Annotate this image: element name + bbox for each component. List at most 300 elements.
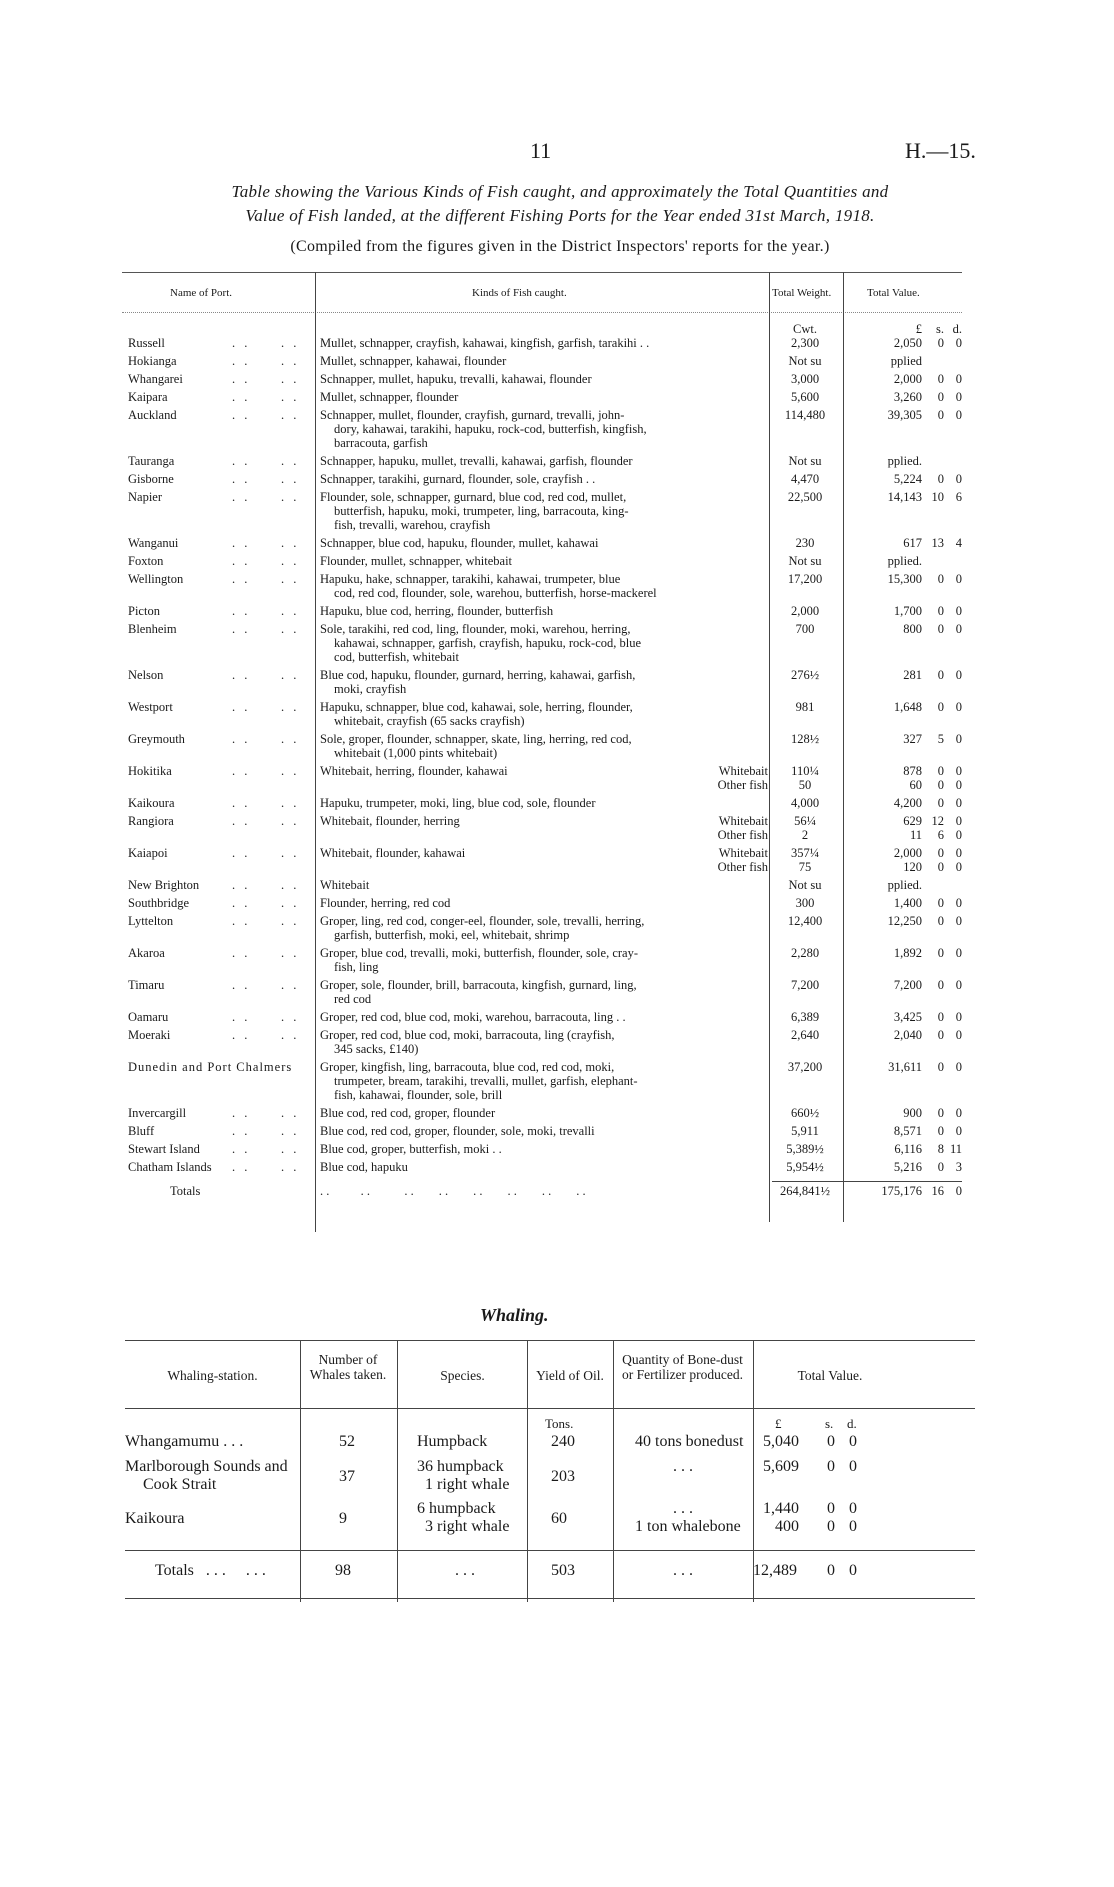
total-value-pence: 0 — [955, 700, 962, 714]
leader-dots: . . . . — [232, 390, 300, 404]
value-pounds: 5,040 — [763, 1433, 799, 1450]
leader-dots: . . . . — [232, 1124, 300, 1138]
total-value-shillings: 0 — [937, 668, 944, 682]
leader-dots: . . . . — [232, 1142, 300, 1156]
fish-line: Schnapper, hapuku, mullet, trevalli, kahawai, garfish, flounder — [320, 454, 633, 468]
fish-line: Blue cod, hapuku, flounder, gurnard, herring, kahawai, garfish, — [320, 668, 636, 682]
whaling-header-rule — [125, 1408, 975, 1409]
leader-dots: . . . . — [232, 336, 300, 350]
totals-value-pence: 0 — [955, 1184, 962, 1198]
total-value-pounds: 1,648 — [893, 700, 922, 714]
total-weight: 357¼ — [790, 846, 820, 860]
whales-number: 52 — [339, 1433, 355, 1450]
total-value-shillings: 0 — [937, 1160, 944, 1174]
total-value-shillings: 12 — [931, 814, 944, 828]
sub-label: Other fish — [717, 860, 768, 874]
whales-number: 37 — [339, 1468, 355, 1485]
fish-kinds — [320, 914, 768, 942]
fish-line: Mullet, schnapper, crayfish, kahawai, kingfish, garfish, tarakihi . . — [320, 336, 650, 350]
leader-dots: . . . . — [232, 978, 300, 992]
fish-kinds — [320, 622, 768, 664]
port-name: Gisborne — [128, 472, 174, 486]
total-weight: 5,600 — [790, 390, 820, 404]
header-value: Total Value. — [867, 287, 920, 299]
total-weight: 4,470 — [790, 472, 820, 486]
leader-dots: . . . . — [232, 796, 300, 810]
sub-label: Other fish — [717, 828, 768, 842]
total-weight: 128½ — [790, 732, 820, 746]
fish-line: Sole, groper, flounder, schnapper, skate, ling, herring, red cod, — [320, 732, 632, 746]
port-name: Chatham Islands — [128, 1160, 212, 1174]
fish-line: cod, red cod, flounder, sole, warehou, butterfish, horse-mackerel — [334, 586, 657, 600]
fish-kinds — [320, 572, 768, 600]
totals-bone: . . . — [673, 1562, 693, 1579]
table-subtitle: (Compiled from the figures given in the District Inspectors' reports for the year.) — [290, 238, 830, 255]
total-value-pence: 0 — [955, 408, 962, 422]
fish-kinds — [320, 536, 768, 550]
total-value-pence: 0 — [955, 336, 962, 350]
fish-line: Flounder, herring, red cod — [320, 896, 451, 910]
total-value-pounds: 2,000 — [893, 372, 922, 386]
total-value-pounds: 3,425 — [893, 1010, 922, 1024]
title-line-2: Value of Fish landed, at the different Fishing Ports for the Year ended 31st March, 1918. — [245, 206, 875, 225]
fish-line: butterfish, hapuku, moki, trumpeter, ling, barracouta, king- — [334, 504, 629, 518]
fish-kinds — [320, 1124, 768, 1138]
oil-yield: 240 — [551, 1433, 575, 1450]
total-value-pence: 0 — [955, 1124, 962, 1138]
fish-line: Blue cod, red cod, groper, flounder, sole, moki, trevalli — [320, 1124, 595, 1138]
port-name: Westport — [128, 700, 173, 714]
leader-dots: . . . . — [232, 604, 300, 618]
total-value-pounds: 1,700 — [893, 604, 922, 618]
station-name: Cook Strait — [143, 1476, 217, 1493]
total-value-shillings: 0 — [937, 846, 944, 860]
fish-kinds — [320, 372, 768, 386]
header-port: Name of Port. — [170, 287, 233, 299]
total-value-pence: 0 — [955, 390, 962, 404]
total-weight: 12,400 — [787, 914, 823, 928]
port-name: Rangiora — [128, 814, 174, 828]
unit-s: s. — [936, 322, 944, 336]
fish-line: kahawai, schnapper, garfish, crayfish, hapuku, rock-cod, blue — [334, 636, 642, 650]
totals-value-pounds: 12,489 — [753, 1562, 797, 1579]
total-value-shillings: 0 — [937, 764, 944, 778]
fish-line: Blue cod, hapuku — [320, 1160, 408, 1174]
total-weight: 2,280 — [790, 946, 820, 960]
leader-dots: . . . . — [232, 946, 300, 960]
total-weight: 56¼ — [794, 814, 816, 828]
total-weight: Not su — [788, 554, 822, 568]
port-name: Greymouth — [128, 732, 185, 746]
unit-d: d. — [847, 1416, 857, 1431]
port-name: Whangarei — [128, 372, 183, 386]
fish-kinds — [320, 732, 768, 760]
port-name: Napier — [128, 490, 163, 504]
total-weight: 114,480 — [784, 408, 826, 422]
total-value-shillings: 0 — [937, 896, 944, 910]
fish-line: Schnapper, blue cod, hapuku, flounder, mullet, kahawai — [320, 536, 599, 550]
fish-kinds — [320, 390, 768, 404]
fish-line: Hapuku, blue cod, herring, flounder, butterfish — [320, 604, 554, 618]
fish-kinds — [320, 354, 768, 368]
fish-line: moki, crayfish — [334, 682, 407, 696]
whaling-totals-row — [125, 1562, 975, 1586]
port-name: Invercargill — [128, 1106, 187, 1120]
totals-value-pounds: 175,176 — [881, 1184, 922, 1198]
unit-pound: £ — [915, 322, 922, 336]
fish-line: Whitebait, flounder, herring — [320, 814, 460, 828]
species: Humpback — [417, 1433, 488, 1450]
total-value-pounds: 31,611 — [888, 1060, 922, 1074]
leader-dots: . . . . — [232, 700, 300, 714]
fish-kinds — [320, 1106, 768, 1120]
leader-dots: . . . . — [232, 846, 300, 860]
page-number: 11 — [530, 138, 552, 163]
whales-number: 9 — [339, 1510, 347, 1527]
total-value-pence: 0 — [955, 572, 962, 586]
leader-dots: . . . . — [232, 814, 300, 828]
value-pence: 0 — [849, 1433, 857, 1450]
total-value-pence: 0 — [955, 1106, 962, 1120]
fish-kinds — [320, 1142, 768, 1156]
total-value-pounds: 617 — [903, 536, 922, 550]
fish-kinds — [320, 668, 768, 696]
total-value-pounds: pplied. — [887, 878, 922, 892]
fish-line: cod, butterfish, whitebait — [334, 650, 459, 664]
value-shillings: 0 — [827, 1518, 835, 1535]
port-name: Oamaru — [128, 1010, 169, 1024]
oil-yield: 203 — [551, 1468, 575, 1485]
column-rule — [843, 272, 844, 1222]
total-value-pounds: 281 — [903, 668, 922, 682]
total-value-pence: 11 — [949, 1142, 962, 1156]
total-value-shillings: 10 — [931, 490, 944, 504]
leader-dots: . . . . — [232, 914, 300, 928]
value-pounds: 400 — [775, 1518, 799, 1535]
leader-dots: . . . . — [232, 764, 300, 778]
sub-label: Other fish — [717, 778, 768, 792]
totals-label: Totals — [170, 1184, 201, 1198]
leader-dots: . . . . — [232, 536, 300, 550]
whaling-totals-rule — [125, 1550, 975, 1551]
total-value-shillings: 0 — [937, 1010, 944, 1024]
whaling-header: Quantity of Bone-dust or Fertilizer produced. — [621, 1352, 744, 1382]
total-value-pence: 0 — [955, 846, 962, 860]
total-value-pence: 0 — [955, 732, 962, 746]
fish-line: Groper, red cod, blue cod, moki, barracouta, ling (crayfish, — [320, 1028, 615, 1042]
port-name: Picton — [128, 604, 160, 618]
port-name: Nelson — [128, 668, 164, 682]
fish-line: Schnapper, mullet, hapuku, trevalli, kahawai, flounder — [320, 372, 592, 386]
column-rule — [315, 272, 316, 1232]
leader-dots: . . . . — [232, 490, 300, 504]
whaling-row — [125, 1500, 975, 1540]
total-value-shillings: 0 — [937, 914, 944, 928]
whaling-top-rule — [125, 1340, 975, 1341]
total-value-pounds: 3,260 — [893, 390, 922, 404]
total-value-shillings: 0 — [937, 408, 944, 422]
total-weight: 700 — [795, 622, 815, 636]
fish-line: fish, trevalli, warehou, crayfish — [334, 518, 491, 532]
value-pence: 0 — [849, 1458, 857, 1475]
total-weight: 5,911 — [791, 1124, 819, 1138]
total-value-pounds: pplied. — [887, 454, 922, 468]
total-value-pounds: 878 — [903, 764, 922, 778]
total-value-pounds: 5,224 — [893, 472, 922, 486]
table-title — [120, 180, 1000, 228]
total-weight: 7,200 — [790, 978, 820, 992]
total-value-pounds: 39,305 — [887, 408, 922, 422]
fish-kinds — [320, 554, 768, 568]
port-name: Kaikoura — [128, 796, 175, 810]
total-value-pounds: 2,000 — [893, 846, 922, 860]
port-name: Moeraki — [128, 1028, 171, 1042]
total-value-shillings: 0 — [937, 860, 944, 874]
totals-label: Totals . . . . . . — [155, 1562, 266, 1579]
fish-kinds — [320, 946, 768, 974]
fish-kinds — [320, 896, 768, 910]
whaling-header: Whaling-station. — [167, 1368, 258, 1383]
total-value-pence: 0 — [955, 814, 962, 828]
fish-kinds — [320, 604, 768, 618]
leader-dots: . . . . — [232, 1028, 300, 1042]
fish-line: fish, ling — [334, 960, 379, 974]
total-value-shillings: 0 — [937, 778, 944, 792]
port-name: Akaroa — [128, 946, 165, 960]
total-weight: 3,000 — [790, 372, 820, 386]
total-value-shillings: 0 — [937, 390, 944, 404]
unit-cwt: Cwt. — [793, 322, 817, 336]
leader-dots: . . . . — [232, 354, 300, 368]
fish-kinds — [320, 1060, 768, 1102]
total-value-shillings: 5 — [937, 732, 944, 746]
total-value-pounds: 6,116 — [894, 1142, 922, 1156]
total-value-pence: 0 — [955, 668, 962, 682]
leader-dots: . . . . — [232, 896, 300, 910]
fish-line: Mullet, schnapper, kahawai, flounder — [320, 354, 507, 368]
leader-dots: . . . . — [232, 878, 300, 892]
bone-quantity: 1 ton whalebone — [635, 1518, 741, 1535]
fish-kinds — [320, 336, 768, 350]
total-weight: 2,000 — [790, 604, 820, 618]
total-value-pounds: 14,143 — [887, 490, 922, 504]
total-value-pence: 4 — [955, 536, 962, 550]
whaling-title: Whaling. — [480, 1305, 549, 1325]
leader-dots: . . . . — [232, 472, 300, 486]
fish-line: red cod — [334, 992, 372, 1006]
fish-kinds — [320, 1028, 768, 1056]
fish-line: Whitebait, herring, flounder, kahawai — [320, 764, 508, 778]
total-value-pence: 3 — [955, 1160, 962, 1174]
fish-line: 345 sacks, £140) — [334, 1042, 419, 1056]
title-line-1: Table showing the Various Kinds of Fish caught, and approximately the Total Quantities and — [231, 182, 889, 201]
total-value-pence: 0 — [955, 372, 962, 386]
port-name: Lyttelton — [128, 914, 174, 928]
fish-line: dory, kahawai, tarakihi, hapuku, rock-cod, butterfish, kingfish, — [334, 422, 647, 436]
port-name: Stewart Island — [128, 1142, 200, 1156]
total-weight: 37,200 — [787, 1060, 823, 1074]
port-name: Timaru — [128, 978, 165, 992]
fish-kinds — [320, 1160, 768, 1174]
fish-kinds — [320, 978, 768, 1006]
fish-line: Groper, blue cod, trevalli, moki, butterfish, flounder, sole, cray- — [320, 946, 638, 960]
total-weight: 981 — [795, 700, 815, 714]
total-value-pence: 0 — [955, 622, 962, 636]
unit-s: s. — [825, 1416, 834, 1431]
fish-line: Blue cod, groper, butterfish, moki . . — [320, 1142, 502, 1156]
total-value-pounds: 800 — [903, 622, 922, 636]
fish-line: whitebait, crayfish (65 sacks crayfish) — [334, 714, 525, 728]
whaling-header: Total Value. — [797, 1368, 863, 1383]
total-value-pounds: pplied. — [887, 554, 922, 568]
header-weight: Total Weight. — [772, 287, 832, 299]
total-value-pounds: 60 — [909, 778, 922, 792]
totals-species: . . . — [455, 1562, 475, 1579]
fish-line: garfish, butterfish, moki, eel, whitebait, shrimp — [334, 928, 570, 942]
total-weight: 17,200 — [787, 572, 823, 586]
total-value-shillings: 0 — [937, 472, 944, 486]
port-name: Foxton — [128, 554, 164, 568]
total-value-pence: 0 — [955, 604, 962, 618]
species: 36 humpback — [417, 1458, 504, 1475]
total-value-shillings: 0 — [937, 700, 944, 714]
total-value-pounds: 629 — [903, 814, 922, 828]
station-name: Whangamumu . . . — [125, 1433, 244, 1450]
fish-line: Whitebait, flounder, kahawai — [320, 846, 466, 860]
port-name: Wanganui — [128, 536, 179, 550]
value-pence: 0 — [849, 1518, 857, 1535]
header-top-rule — [122, 272, 962, 273]
total-value-pence: 0 — [955, 896, 962, 910]
total-value-shillings: 0 — [937, 1106, 944, 1120]
fish-kinds — [320, 700, 768, 728]
fish-line: Whitebait — [320, 878, 370, 892]
unit-tons: Tons. — [545, 1416, 574, 1431]
whaling-header: Species. — [440, 1368, 485, 1383]
leader-dots: . . . . — [232, 408, 300, 422]
leader-dots: . . . . — [232, 668, 300, 682]
port-name: Blenheim — [128, 622, 177, 636]
sub-label: Whitebait — [718, 814, 768, 828]
totals-value-shillings: 0 — [827, 1562, 835, 1579]
leader-dots: . . . . — [232, 554, 300, 568]
total-value-pounds: 8,571 — [893, 1124, 922, 1138]
port-name: New Brighton — [128, 878, 200, 892]
fish-line: Blue cod, red cod, groper, flounder — [320, 1106, 496, 1120]
total-weight: 5,954½ — [786, 1160, 824, 1174]
port-name: Russell — [128, 336, 165, 350]
total-weight: 2 — [801, 828, 809, 842]
total-value-pounds: 120 — [903, 860, 922, 874]
total-weight: 276½ — [790, 668, 820, 682]
fish-line: Flounder, mullet, schnapper, whitebait — [320, 554, 513, 568]
total-weight: 2,300 — [790, 336, 820, 350]
fish-line: Schnapper, mullet, flounder, crayfish, gurnard, trevalli, john- — [320, 408, 625, 422]
sub-label: Whitebait — [718, 846, 768, 860]
port-name: Kaiapoi — [128, 846, 168, 860]
port-name: Southbridge — [128, 896, 190, 910]
total-value-pounds: 5,216 — [893, 1160, 922, 1174]
whaling-bottom-rule — [125, 1598, 975, 1599]
total-weight: 110¼ — [791, 764, 819, 778]
fish-line: Mullet, schnapper, flounder — [320, 390, 459, 404]
fish-kinds — [320, 796, 768, 810]
value-shillings: 0 — [827, 1458, 835, 1475]
total-value-shillings: 8 — [937, 1142, 944, 1156]
whaling-header: Yield of Oil. — [536, 1368, 604, 1383]
fish-line: Groper, sole, flounder, brill, barracouta, kingfish, gurnard, ling, — [320, 978, 637, 992]
fish-line: Hapuku, schnapper, blue cod, kahawai, sole, herring, flounder, — [320, 700, 633, 714]
total-value-shillings: 0 — [937, 796, 944, 810]
total-weight: 660½ — [790, 1106, 820, 1120]
leader-dots: . . . . — [232, 1106, 300, 1120]
fish-line: barracouta, garfish — [334, 436, 428, 450]
total-value-pence: 0 — [955, 860, 962, 874]
whaling-header: Number of Whales taken. — [309, 1352, 387, 1382]
value-pounds: 1,440 — [763, 1500, 799, 1517]
total-weight: 230 — [795, 536, 815, 550]
total-value-pounds: 4,200 — [893, 796, 922, 810]
totals-weight: 264,841½ — [780, 1184, 830, 1198]
fish-kinds — [320, 1010, 768, 1024]
header-bottom-rule — [122, 312, 962, 313]
total-value-pounds: 1,892 — [893, 946, 922, 960]
total-value-shillings: 0 — [937, 372, 944, 386]
total-value-pence: 0 — [955, 472, 962, 486]
station-name: Kaikoura — [125, 1510, 185, 1527]
fish-line: Sole, tarakihi, red cod, ling, flounder, moki, warehou, herring, — [320, 622, 631, 636]
fish-table-header — [122, 272, 962, 316]
value-pounds: 5,609 — [763, 1458, 799, 1475]
total-weight: 2,640 — [790, 1028, 820, 1042]
total-weight: 300 — [795, 896, 815, 910]
total-weight: Not su — [788, 354, 822, 368]
leader-dots: . . . . — [232, 732, 300, 746]
unit-d: d. — [952, 322, 962, 336]
leader-dots: . . . . — [232, 1160, 300, 1174]
fish-line: Hapuku, trumpeter, moki, ling, blue cod, sole, flounder — [320, 796, 596, 810]
leader-dots: . . . . — [232, 1010, 300, 1024]
total-weight: 6,389 — [790, 1010, 820, 1024]
fish-kinds — [320, 408, 768, 450]
port-name: Auckland — [128, 408, 177, 422]
total-value-pence: 0 — [955, 946, 962, 960]
total-weight: 75 — [798, 860, 812, 874]
total-value-shillings: 0 — [937, 572, 944, 586]
fish-kinds — [320, 490, 768, 532]
totals-oil: 503 — [551, 1562, 575, 1579]
port-name: Hokianga — [128, 354, 177, 368]
sub-label: Whitebait — [718, 764, 768, 778]
total-value-shillings: 6 — [937, 828, 944, 842]
fish-line: Hapuku, hake, schnapper, tarakihi, kahawai, trumpeter, blue — [320, 572, 621, 586]
total-weight: 5,389½ — [786, 1142, 824, 1156]
bone-quantity: 40 tons bonedust — [635, 1433, 744, 1450]
totals-number: 98 — [335, 1562, 351, 1579]
port-name: Tauranga — [128, 454, 175, 468]
unit-pound: £ — [775, 1416, 782, 1431]
total-value-pence: 0 — [955, 764, 962, 778]
fish-kinds — [320, 878, 768, 892]
station-name: Marlborough Sounds and — [125, 1458, 288, 1475]
document-reference: H.—15. — [905, 138, 976, 163]
totals-leader: . . . . . . . . . . . . . . . . — [320, 1184, 586, 1198]
fish-line: Groper, ling, red cod, conger-eel, flounder, sole, trevalli, herring, — [320, 914, 645, 928]
total-weight: Not su — [788, 878, 822, 892]
fish-table — [122, 272, 962, 1198]
species: 3 right whale — [425, 1518, 510, 1535]
total-value-shillings: 0 — [937, 1060, 944, 1074]
